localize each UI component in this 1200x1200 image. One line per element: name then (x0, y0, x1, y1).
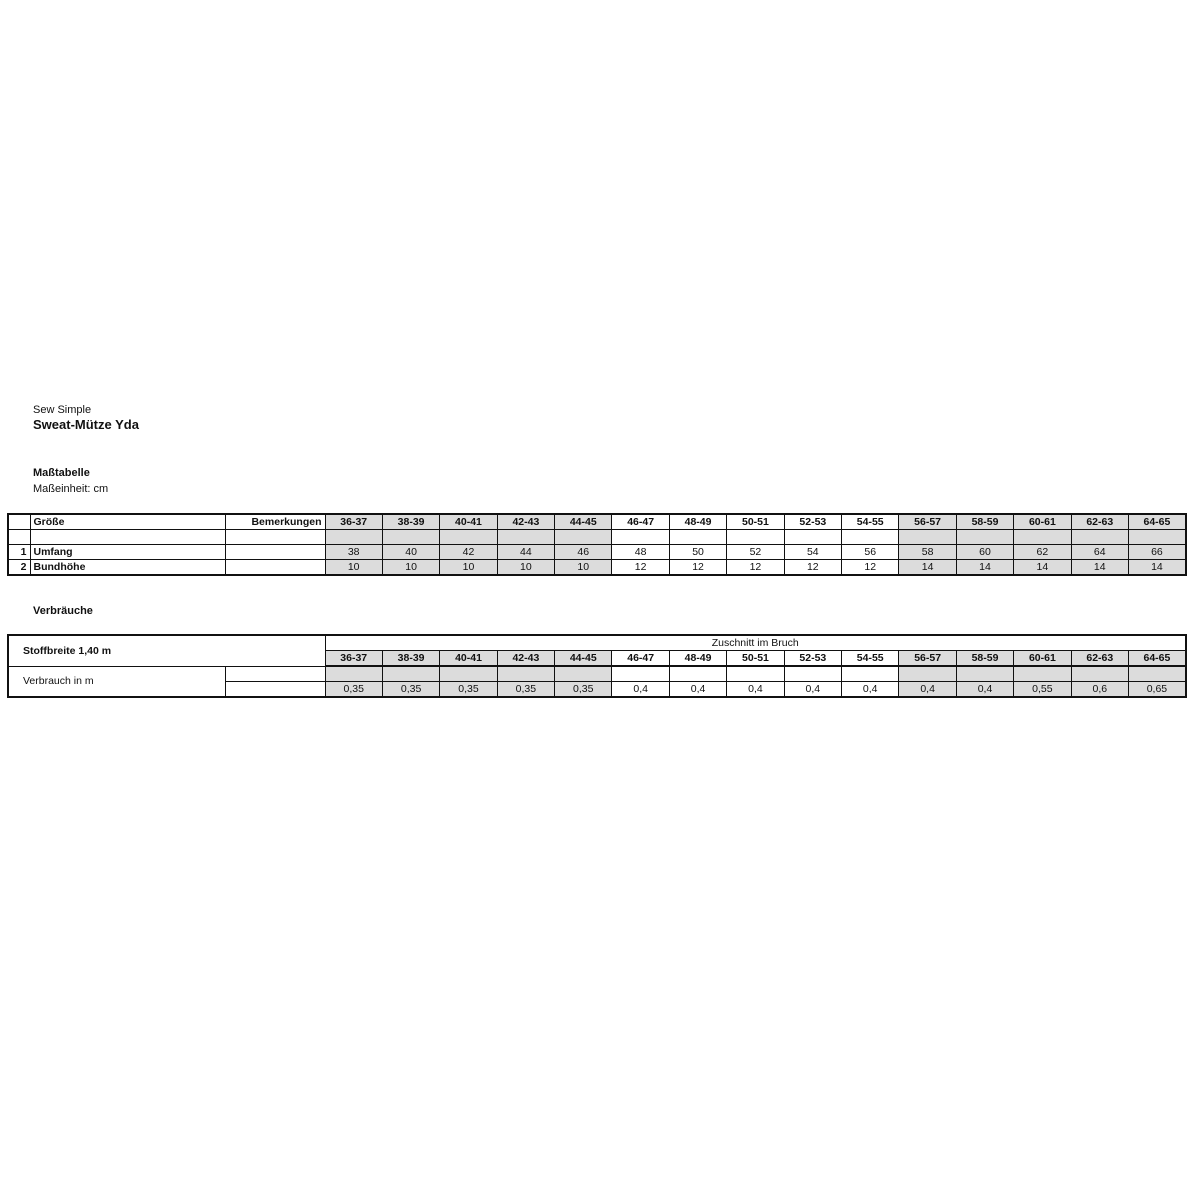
size-header: 58-59 (956, 514, 1013, 530)
size-header: 36-37 (325, 514, 382, 530)
size-header: 38-39 (382, 651, 439, 667)
measure-value: 12 (669, 560, 726, 576)
empty-cell (842, 530, 899, 545)
empty-cell (842, 666, 899, 682)
measure-value: 10 (440, 560, 497, 576)
measure-value: 10 (497, 560, 554, 576)
remarks-cell (225, 545, 325, 560)
empty-cell (497, 530, 554, 545)
consumption-value: 0,4 (669, 682, 726, 698)
empty-cell (1071, 666, 1128, 682)
size-header: 60-61 (1014, 514, 1071, 530)
consumption-value: 0,35 (382, 682, 439, 698)
measure-value: 56 (842, 545, 899, 560)
empty-cell (30, 530, 225, 545)
size-header: 56-57 (899, 651, 956, 667)
row-number-header (8, 514, 30, 530)
measure-value: 64 (1071, 545, 1128, 560)
size-label: Größe (30, 514, 225, 530)
size-header: 54-55 (842, 514, 899, 530)
consumption-value: 0,35 (497, 682, 554, 698)
empty-cell (1128, 530, 1185, 545)
empty-cell (669, 530, 726, 545)
empty-cell (956, 530, 1013, 545)
measure-value: 14 (1071, 560, 1128, 576)
measure-value: 12 (727, 560, 784, 576)
consumption-value: 0,4 (784, 682, 841, 698)
measure-row (8, 560, 1186, 576)
size-header: 62-63 (1071, 514, 1128, 530)
size-header: 46-47 (612, 651, 669, 667)
empty-cell (225, 530, 325, 545)
measure-value: 14 (899, 560, 956, 576)
empty-cell (382, 666, 439, 682)
size-header: 62-63 (1071, 651, 1128, 667)
empty-cell (612, 530, 669, 545)
empty-cell (440, 666, 497, 682)
consumption-value: 0,35 (440, 682, 497, 698)
row-number: 1 (8, 545, 30, 560)
row-number: 2 (8, 560, 30, 576)
empty-cell (1071, 530, 1128, 545)
empty-cell (555, 530, 612, 545)
fabric-width-label: Stoffbreite 1,40 m (8, 635, 325, 666)
measure-value: 62 (1014, 545, 1071, 560)
empty-cell (1014, 666, 1071, 682)
empty-cell (325, 530, 382, 545)
size-header: 56-57 (899, 514, 956, 530)
measure-value: 38 (325, 545, 382, 560)
document-title: Sweat-Mütze Yda (33, 417, 139, 432)
empty-cell (956, 666, 1013, 682)
size-header: 52-53 (784, 651, 841, 667)
usage-label: Verbrauch in m (8, 666, 225, 697)
measure-value: 40 (382, 545, 439, 560)
consumption-table (7, 634, 1187, 698)
measure-value: 60 (956, 545, 1013, 560)
empty-cell (325, 666, 382, 682)
empty-cell (440, 530, 497, 545)
measure-row (8, 545, 1186, 560)
empty-cell (497, 666, 554, 682)
size-header: 50-51 (727, 514, 784, 530)
size-header: 38-39 (382, 514, 439, 530)
size-header: 44-45 (555, 651, 612, 667)
size-header: 64-65 (1128, 651, 1185, 667)
measure-value: 10 (325, 560, 382, 576)
measure-header-row (8, 514, 1186, 530)
measure-unit: Maßeinheit: cm (33, 483, 109, 495)
size-header: 48-49 (669, 514, 726, 530)
measure-value: 66 (1128, 545, 1185, 560)
measure-value: 42 (440, 545, 497, 560)
brand-name: Sew Simple (33, 404, 92, 416)
consumption-section-title: Verbräuche (33, 605, 93, 617)
empty-cell (669, 666, 726, 682)
measure-value: 48 (612, 545, 669, 560)
size-header: 60-61 (1014, 651, 1071, 667)
measure-value: 50 (669, 545, 726, 560)
empty-cell (1128, 666, 1185, 682)
empty-cell (899, 666, 956, 682)
measure-value: 12 (784, 560, 841, 576)
consumption-value: 0,35 (325, 682, 382, 698)
measurement-table (7, 513, 1187, 576)
consumption-value: 0,4 (727, 682, 784, 698)
cut-label: Zuschnitt im Bruch (325, 635, 1186, 651)
measure-value: 44 (497, 545, 554, 560)
empty-cell (8, 530, 30, 545)
empty-cell (899, 530, 956, 545)
consumption-value: 0,4 (612, 682, 669, 698)
consumption-value: 0,6 (1071, 682, 1128, 698)
size-header: 40-41 (440, 514, 497, 530)
measure-value: 12 (612, 560, 669, 576)
empty-cell (225, 666, 325, 682)
size-header: 54-55 (842, 651, 899, 667)
consumption-value: 0,4 (956, 682, 1013, 698)
empty-cell (784, 530, 841, 545)
measure-spacer-row (8, 530, 1186, 545)
consumption-value: 0,35 (555, 682, 612, 698)
measure-value: 14 (1128, 560, 1185, 576)
size-header: 36-37 (325, 651, 382, 667)
measure-value: 14 (1014, 560, 1071, 576)
empty-cell (727, 530, 784, 545)
size-header: 44-45 (555, 514, 612, 530)
size-header: 58-59 (956, 651, 1013, 667)
measure-section-title: Maßtabelle (33, 467, 90, 479)
size-header: 46-47 (612, 514, 669, 530)
measure-value: 10 (555, 560, 612, 576)
size-header: 42-43 (497, 651, 554, 667)
measure-value: 54 (784, 545, 841, 560)
consumption-value: 0,55 (1014, 682, 1071, 698)
empty-cell (612, 666, 669, 682)
empty-cell (727, 666, 784, 682)
size-header: 64-65 (1128, 514, 1185, 530)
remarks-label: Bemerkungen (225, 514, 325, 530)
measure-value: 58 (899, 545, 956, 560)
row-label: Umfang (30, 545, 225, 560)
measure-value: 46 (555, 545, 612, 560)
measure-value: 52 (727, 545, 784, 560)
empty-cell (784, 666, 841, 682)
size-header: 42-43 (497, 514, 554, 530)
consumption-title-row (8, 635, 1186, 651)
empty-cell (555, 666, 612, 682)
measure-value: 10 (382, 560, 439, 576)
consumption-value: 0,4 (842, 682, 899, 698)
measure-value: 12 (842, 560, 899, 576)
size-header: 40-41 (440, 651, 497, 667)
empty-cell (382, 530, 439, 545)
consumption-value: 0,4 (899, 682, 956, 698)
size-header: 52-53 (784, 514, 841, 530)
consumption-value: 0,65 (1128, 682, 1185, 698)
remarks-cell (225, 560, 325, 576)
consumption-spacer-row (8, 666, 1186, 682)
empty-cell (225, 682, 325, 698)
measure-value: 14 (956, 560, 1013, 576)
size-header: 48-49 (669, 651, 726, 667)
size-header: 50-51 (727, 651, 784, 667)
empty-cell (1014, 530, 1071, 545)
row-label: Bundhöhe (30, 560, 225, 576)
